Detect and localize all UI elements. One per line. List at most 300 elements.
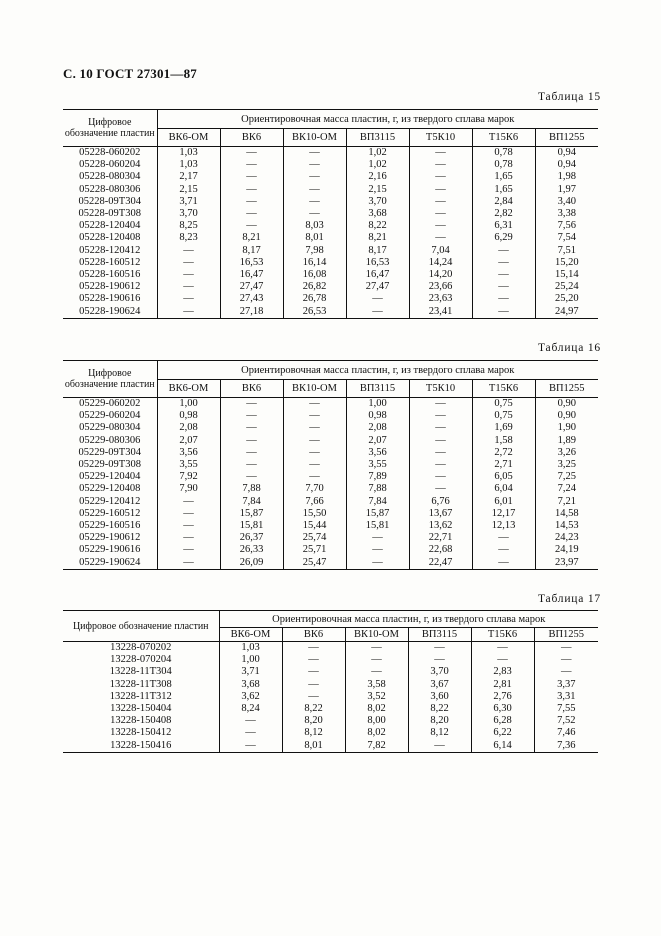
mass-value-cell: 26,53 [283,306,346,319]
mass-value-cell: — [409,447,472,459]
mass-value-cell: 12,17 [472,508,535,520]
mass-value-cell: 0,98 [157,410,220,422]
mass-value-cell: 2,82 [472,208,535,220]
mass-value-cell: 8,22 [346,220,409,232]
mass-value-cell: 7,36 [534,740,598,753]
mass-value-cell: — [409,208,472,220]
mass-value-cell: — [157,496,220,508]
table-row [63,483,598,495]
plate-code-cell: 05229-120408 [79,483,141,495]
mass-value-cell: 8,01 [282,740,345,753]
mass-value-cell: 27,43 [220,293,283,305]
mass-value-cell: 3,52 [345,691,408,703]
mass-value-cell: — [283,171,346,183]
grade-header: Т5К10 [409,129,472,147]
mass-value-cell: — [346,544,409,556]
mass-value-cell: 14,20 [409,269,472,281]
mass-value-cell: — [409,459,472,471]
mass-value-cell: — [282,654,345,666]
mass-value-cell: 15,87 [346,508,409,520]
table-row [63,171,598,183]
mass-value-cell: 3,56 [346,447,409,459]
mass-value-cell: — [472,281,535,293]
mass-value-cell: 14,24 [409,257,472,269]
mass-value-cell: 2,07 [346,435,409,447]
mass-value-cell: — [220,196,283,208]
mass-value-cell: 22,68 [409,544,472,556]
mass-value-cell: — [409,398,472,411]
mass-value-cell: — [283,159,346,171]
table-row [63,679,598,691]
mass-value-cell: 1,58 [472,435,535,447]
mass-value-cell: 0,94 [535,147,598,160]
plate-code-cell: 05229-09Т308 [78,459,141,471]
mass-value-cell: 7,88 [346,483,409,495]
mass-value-cell: 2,08 [346,422,409,434]
mass-value-cell: 14,58 [535,508,598,520]
mass-value-cell: — [219,740,282,753]
mass-value-cell: 3,40 [535,196,598,208]
mass-value-cell: — [472,532,535,544]
mass-value-cell: 27,18 [220,306,283,319]
plate-code-cell: 05228-060202 [79,147,141,158]
mass-value-cell: 0,75 [472,398,535,411]
mass-value-cell: — [472,293,535,305]
table-row [63,398,598,411]
mass-value-cell: — [220,220,283,232]
mass-value-cell: 8,17 [220,245,283,257]
mass-value-cell: — [409,147,472,160]
code-column-header: Цифровое обозначение пластин [63,110,157,147]
mass-value-cell: — [157,508,220,520]
plate-code-cell: 13228-11Т312 [109,690,172,702]
mass-value-cell: 8,02 [345,727,408,739]
plate-code-cell: 13228-070202 [110,642,172,653]
table-row [63,220,598,232]
table-16-body [63,398,598,570]
mass-value-cell: — [346,557,409,570]
mass-value-cell: — [408,654,471,666]
table-row [63,557,598,570]
table-17 [63,610,598,753]
mass-value-cell: 12,13 [472,520,535,532]
mass-value-cell: 8,22 [282,703,345,715]
table-row [63,435,598,447]
mass-value-cell: 26,37 [220,532,283,544]
mass-value-cell: 2,81 [471,679,534,691]
mass-value-cell: — [157,245,220,257]
mass-value-cell: — [220,410,283,422]
mass-value-cell: — [283,422,346,434]
mass-value-cell: 7,24 [535,483,598,495]
table-row [63,281,598,293]
mass-value-cell: 25,24 [535,281,598,293]
mass-value-cell: 1,03 [157,159,220,171]
mass-value-cell: — [472,306,535,319]
mass-value-cell: 6,28 [471,715,534,727]
mass-value-cell: 3,55 [157,459,220,471]
mass-value-cell: 3,55 [346,459,409,471]
mass-value-cell: 2,16 [346,171,409,183]
mass-value-cell: 7,21 [535,496,598,508]
mass-value-cell: — [282,691,345,703]
table-row [63,447,598,459]
grade-header: Т15К6 [471,628,534,642]
mass-value-cell: 25,20 [535,293,598,305]
mass-value-cell: 3,38 [535,208,598,220]
mass-value-cell: 2,17 [157,171,220,183]
mass-value-cell: — [345,654,408,666]
mass-value-cell: — [157,557,220,570]
mass-value-cell: 8,20 [282,715,345,727]
mass-value-cell: 16,08 [283,269,346,281]
table-15 [63,109,598,319]
page-header: С. 10 ГОСТ 27301—87 [63,66,197,81]
mass-value-cell: — [220,398,283,411]
mass-value-cell: 23,97 [535,557,598,570]
mass-value-cell: — [220,159,283,171]
mass-value-cell: 6,31 [472,220,535,232]
mass-value-cell: 14,53 [535,520,598,532]
grade-group-header: Ориентировочная масса пластин, г, из твердого сплава марок [219,611,598,628]
mass-value-cell: — [283,196,346,208]
table-row [63,422,598,434]
mass-value-cell: 7,89 [346,471,409,483]
mass-value-cell: — [409,422,472,434]
plate-code-cell: 13228-11Т308 [109,678,172,690]
mass-value-cell: — [409,196,472,208]
plate-code-cell: 05228-080304 [79,171,141,183]
mass-value-cell: — [220,208,283,220]
table-row [63,471,598,483]
plate-code-cell: 05228-120404 [79,220,141,232]
mass-value-cell: — [346,293,409,305]
table-row [63,532,598,544]
code-column-header: Цифровое обозначение пластин [63,361,157,398]
grade-header: ВП3115 [408,628,471,642]
mass-value-cell: 24,19 [535,544,598,556]
plate-code-cell: 05229-160516 [79,520,141,532]
mass-value-cell: 15,20 [535,257,598,269]
grade-header: ВК6 [282,628,345,642]
grade-header: ВК6-ОМ [219,628,282,642]
mass-value-cell: 26,78 [283,293,346,305]
mass-value-cell: 3,70 [157,208,220,220]
mass-value-cell: 7,54 [535,232,598,244]
mass-value-cell: — [472,544,535,556]
plate-code-cell: 13228-070204 [110,654,172,666]
table-row [63,147,598,160]
mass-value-cell: 1,97 [535,184,598,196]
mass-value-cell: — [534,666,598,678]
mass-value-cell: 23,63 [409,293,472,305]
mass-value-cell: 27,47 [220,281,283,293]
mass-value-cell: 3,70 [346,196,409,208]
table-15-body [63,147,598,319]
mass-value-cell: 8,17 [346,245,409,257]
plate-code-cell: 05228-190624 [63,306,157,319]
mass-value-cell: — [283,410,346,422]
mass-value-cell: 0,90 [535,410,598,422]
mass-value-cell: 1,00 [157,398,220,411]
grade-header: ВП1255 [535,380,598,398]
mass-value-cell: 3,71 [157,196,220,208]
mass-value-cell: 2,72 [472,447,535,459]
table-row [63,703,598,715]
mass-value-cell: 27,47 [346,281,409,293]
mass-value-cell: 7,92 [157,471,220,483]
plate-code-cell: 05229-190616 [79,544,141,556]
table-row [63,257,598,269]
mass-value-cell: 0,78 [472,159,535,171]
table-row [63,306,598,319]
mass-value-cell: 8,12 [408,727,471,739]
mass-value-cell: 23,66 [409,281,472,293]
mass-value-cell: 6,29 [472,232,535,244]
mass-value-cell: — [157,257,220,269]
mass-value-cell: 16,47 [346,269,409,281]
mass-value-cell: 7,51 [535,245,598,257]
mass-value-cell: — [409,471,472,483]
mass-value-cell: — [157,306,220,319]
table-row [63,691,598,703]
mass-value-cell: 3,37 [534,679,598,691]
plate-code-cell: 05229-060202 [79,398,141,409]
mass-value-cell: 3,25 [535,459,598,471]
plate-code-cell: 05228-120412 [79,244,141,256]
mass-value-cell: 2,08 [157,422,220,434]
mass-value-cell: 26,82 [283,281,346,293]
mass-value-cell: 7,90 [157,483,220,495]
mass-value-cell: 25,47 [283,557,346,570]
mass-value-cell: 6,22 [471,727,534,739]
grade-header: ВК6-ОМ [157,380,220,398]
grade-header: ВК10-ОМ [283,380,346,398]
mass-value-cell: 0,94 [535,159,598,171]
mass-value-cell: — [472,269,535,281]
table-row [63,666,598,678]
plate-code-cell: 05229-190612 [79,532,141,544]
mass-value-cell: 3,71 [219,666,282,678]
plate-code-cell: 05229-120404 [79,471,141,483]
grade-group-header: Ориентировочная масса пластин, г, из твердого сплава марок [157,361,598,380]
mass-value-cell: 1,02 [346,159,409,171]
plate-code-cell: 05229-060204 [79,410,141,422]
mass-value-cell: 1,00 [219,654,282,666]
plate-code-cell: 05229-080306 [79,434,141,446]
mass-value-cell: 7,84 [220,496,283,508]
table-16 [63,360,598,570]
plate-code-cell: 13228-150412 [110,727,172,739]
table-row [63,740,598,753]
mass-value-cell: — [283,184,346,196]
mass-value-cell: 2,83 [471,666,534,678]
grade-header: ВП3115 [346,129,409,147]
mass-value-cell: — [220,184,283,196]
table-row [63,642,598,655]
mass-value-cell: 0,98 [346,410,409,422]
mass-value-cell: 8,20 [408,715,471,727]
mass-value-cell: 3,67 [408,679,471,691]
mass-value-cell: — [534,642,598,655]
plate-code-cell: 05228-09Т308 [78,208,141,220]
mass-value-cell: 3,58 [345,679,408,691]
mass-value-cell: 8,21 [220,232,283,244]
mass-value-cell: — [534,654,598,666]
mass-value-cell: 16,14 [283,257,346,269]
plate-code-cell: 05228-160512 [79,256,141,268]
plate-code-cell: 05228-060204 [79,159,141,171]
table-row [63,715,598,727]
table-row [63,520,598,532]
mass-value-cell: 24,97 [535,306,598,319]
mass-value-cell: — [157,532,220,544]
mass-value-cell: 13,62 [409,520,472,532]
plate-code-cell: 05228-080306 [79,183,141,195]
mass-value-cell: 7,55 [534,703,598,715]
plate-code-cell: 05229-160512 [79,507,141,519]
mass-value-cell: — [157,520,220,532]
mass-value-cell: — [283,147,346,160]
mass-value-cell: 1,00 [346,398,409,411]
mass-value-cell: — [472,245,535,257]
mass-value-cell: 22,47 [409,557,472,570]
mass-value-cell: — [219,715,282,727]
table-row [63,208,598,220]
mass-value-cell: 2,71 [472,459,535,471]
table-row [63,727,598,739]
mass-value-cell: 3,70 [408,666,471,678]
mass-value-cell: — [345,642,408,655]
mass-value-cell: — [157,544,220,556]
plate-code-cell: 05228-160516 [79,269,141,281]
mass-value-cell: 6,04 [472,483,535,495]
mass-value-cell: 22,71 [409,532,472,544]
grade-header: ВК6-ОМ [157,129,220,147]
mass-value-cell: — [409,435,472,447]
mass-value-cell: 6,30 [471,703,534,715]
table-16-caption: Таблица 16 [538,342,601,354]
mass-value-cell: 3,62 [219,691,282,703]
mass-value-cell: — [409,184,472,196]
mass-value-cell: 8,25 [157,220,220,232]
mass-value-cell: 26,09 [220,557,283,570]
mass-value-cell: 1,65 [472,171,535,183]
table-row [63,159,598,171]
mass-value-cell: 15,44 [283,520,346,532]
mass-value-cell: — [345,666,408,678]
mass-value-cell: — [409,483,472,495]
plate-code-cell: 13228-150416 [63,740,219,753]
mass-value-cell: — [157,281,220,293]
mass-value-cell: 7,98 [283,245,346,257]
table-row [63,293,598,305]
mass-value-cell: 15,81 [346,520,409,532]
mass-value-cell: — [409,171,472,183]
grade-header: ВК6 [220,129,283,147]
plate-code-cell: 13228-150404 [110,703,172,715]
mass-value-cell: 3,26 [535,447,598,459]
mass-value-cell: — [220,422,283,434]
mass-value-cell: — [220,435,283,447]
grade-header: ВП1255 [534,628,598,642]
mass-value-cell: 1,02 [346,147,409,160]
table-row [63,654,598,666]
grade-header: Т5К10 [409,380,472,398]
mass-value-cell: 3,68 [346,208,409,220]
mass-value-cell: — [409,232,472,244]
mass-value-cell: 7,04 [409,245,472,257]
table-row [63,269,598,281]
mass-value-cell: 15,50 [283,508,346,520]
mass-value-cell: 8,12 [282,727,345,739]
mass-value-cell: 7,82 [345,740,408,753]
mass-value-cell: — [408,642,471,655]
table-row [63,496,598,508]
mass-value-cell: 1,03 [219,642,282,655]
grade-header: Т15К6 [472,380,535,398]
table-row [63,232,598,244]
mass-value-cell: 16,53 [346,257,409,269]
mass-value-cell: 25,74 [283,532,346,544]
mass-value-cell: — [346,532,409,544]
plate-code-cell: 05228-190616 [79,293,141,305]
mass-value-cell: 8,23 [157,232,220,244]
mass-value-cell: — [220,171,283,183]
mass-value-cell: 3,60 [408,691,471,703]
table-17-caption: Таблица 17 [538,593,601,605]
mass-value-cell: — [283,447,346,459]
table-row [63,196,598,208]
mass-value-cell: 0,78 [472,147,535,160]
mass-value-cell: — [157,293,220,305]
mass-value-cell: 23,41 [409,306,472,319]
plate-code-cell: 13228-11Т304 [109,666,172,678]
mass-value-cell: 7,46 [534,727,598,739]
mass-value-cell: 16,53 [220,257,283,269]
mass-value-cell: — [472,557,535,570]
mass-value-cell: 1,90 [535,422,598,434]
grade-header: ВП1255 [535,129,598,147]
plate-code-cell: 13228-150408 [110,715,172,727]
mass-value-cell: 1,65 [472,184,535,196]
mass-value-cell: — [220,471,283,483]
mass-value-cell: 8,00 [345,715,408,727]
mass-value-cell: 13,67 [409,508,472,520]
mass-value-cell: — [220,447,283,459]
mass-value-cell: 8,21 [346,232,409,244]
mass-value-cell: — [409,410,472,422]
mass-value-cell: — [282,642,345,655]
mass-value-cell: 7,84 [346,496,409,508]
mass-value-cell: 6,01 [472,496,535,508]
mass-value-cell: 1,98 [535,171,598,183]
table-row [63,245,598,257]
mass-value-cell: 6,76 [409,496,472,508]
grade-header: ВК10-ОМ [345,628,408,642]
mass-value-cell: — [471,654,534,666]
mass-value-cell: 8,01 [283,232,346,244]
mass-value-cell: — [283,459,346,471]
mass-value-cell: 1,03 [157,147,220,160]
mass-value-cell: — [283,398,346,411]
mass-value-cell: 0,75 [472,410,535,422]
mass-value-cell: 2,07 [157,435,220,447]
table-row [63,459,598,471]
mass-value-cell: — [409,220,472,232]
code-column-header: Цифровое обозначение пластин [63,611,219,642]
mass-value-cell: — [157,269,220,281]
